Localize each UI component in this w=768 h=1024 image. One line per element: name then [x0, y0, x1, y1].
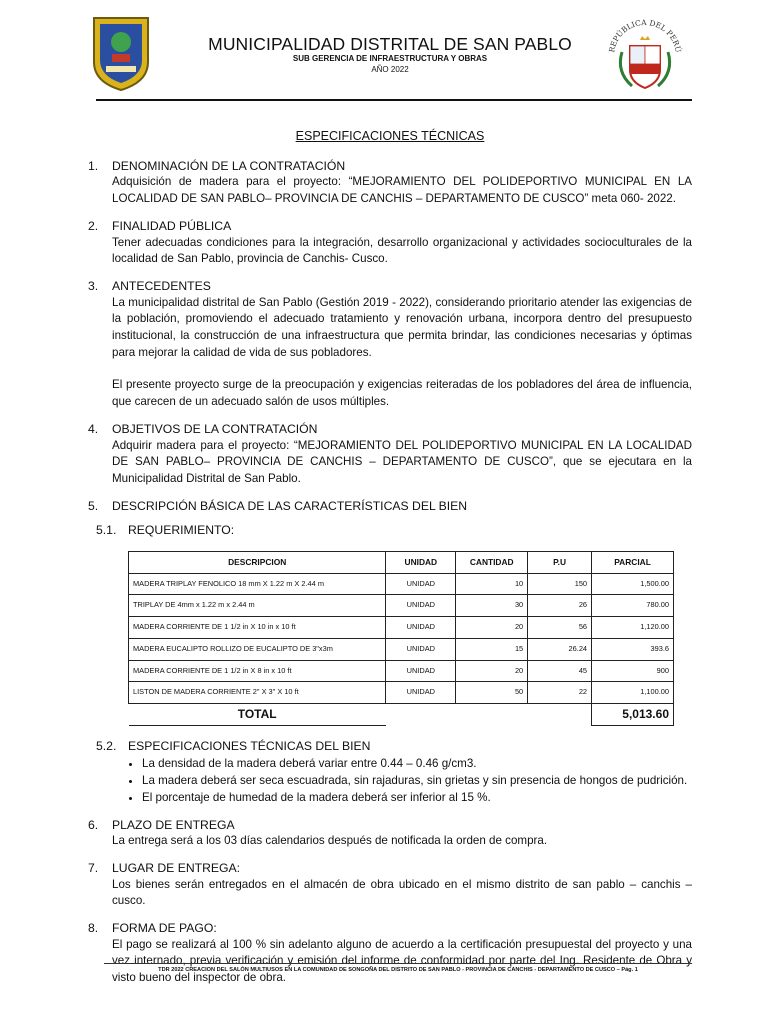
cell-description: MADERA TRIPLAY FENOLICO 18 mm X 1.22 m X 2.44 m	[129, 573, 386, 595]
table-row	[129, 638, 674, 660]
subsection-title: ESPECIFICACIONES TÉCNICAS DEL BIEN	[128, 738, 371, 753]
section-5	[88, 498, 692, 807]
cell-description: MADERA CORRIENTE DE 1 1/2 in X 8 in x 10 ft	[129, 660, 386, 682]
table-header-row	[129, 552, 674, 574]
cell-quantity: 20	[456, 660, 528, 682]
section-title: ANTECEDENTES	[112, 278, 211, 293]
section-1	[88, 158, 692, 208]
requirements-table	[128, 551, 674, 726]
cell-description: TRIPLAY DE 4mm x 1.22 m x 2.44 m	[129, 595, 386, 617]
department-subtitle: SUB GERENCIA DE INFRAESTRUCTURA Y OBRAS	[292, 54, 488, 63]
svg-text:REPÚBLICA DEL PERÚ: REPÚBLICA DEL PERÚ	[607, 17, 683, 54]
cell-quantity: 15	[456, 638, 528, 660]
section-heading	[88, 860, 692, 877]
section-8	[88, 920, 692, 987]
paragraph: La entrega será a los 03 días calendarios después de notificada la orden de compra.	[112, 834, 548, 848]
section-text	[112, 877, 692, 910]
year-label: AÑO 2022	[371, 65, 409, 74]
cell-quantity: 30	[456, 595, 528, 617]
section-7	[88, 860, 692, 910]
total-label: TOTAL	[129, 703, 386, 725]
section-number: 8.	[88, 921, 99, 936]
subsection-heading	[96, 522, 692, 539]
table-row	[129, 617, 674, 639]
cell-unit: UNIDAD	[386, 660, 456, 682]
section-4	[88, 421, 692, 488]
section-heading	[88, 817, 692, 834]
section-title: FORMA DE PAGO:	[112, 921, 217, 936]
letterhead	[0, 0, 768, 100]
municipality-title: MUNICIPALIDAD DISTRITAL DE SAN PABLO	[208, 34, 572, 54]
list-item: • La madera deberá ser seca escuadrada, sin rajaduras, sin grietas y sin presencia de hongos de pudrición.	[142, 773, 692, 790]
cell-unit-price: 150	[528, 573, 592, 595]
paragraph: El pago se realizará al 100 % sin adelanto alguno de acuerdo a la certificación presupuestal del proyecto y una vez internado, previa verificación y emisión del informe de conformidad por parte del Ing. Residente de Obra y visto bueno del inspector de obra.	[112, 937, 692, 985]
section-number: 7.	[88, 860, 99, 875]
section-6	[88, 817, 692, 850]
subsection-heading	[96, 738, 692, 755]
section-heading	[88, 278, 692, 295]
cell-unit: UNIDAD	[386, 573, 456, 595]
paragraph: Tener adecuadas condiciones para la integración, desarrollo organizacional y actividades socioculturales de la localidad de San Pablo, provincia de Canchis- Cusco.	[112, 235, 692, 266]
column-header: PARCIAL	[592, 552, 674, 574]
paragraph: Los bienes serán entregados en el almacén de obra ubicado en el mismo distrito de san pablo – canchis – cusco.	[112, 877, 692, 908]
table-row	[129, 660, 674, 682]
cell-unit-price: 22	[528, 682, 592, 704]
subsection-number: 5.1.	[96, 523, 117, 538]
cell-unit: UNIDAD	[386, 617, 456, 639]
cell-partial: 1,120.00	[592, 617, 674, 639]
cell-unit-price: 45	[528, 660, 592, 682]
section-number: 6.	[88, 817, 99, 832]
list-item: • El porcentaje de humedad de la madera deberá ser inferior al 15 %.	[142, 790, 692, 807]
table-row	[129, 573, 674, 595]
section-title: OBJETIVOS DE LA CONTRATACIÓN	[112, 421, 318, 436]
section-title: FINALIDAD PÚBLICA	[112, 218, 232, 233]
column-header: CANTIDAD	[456, 552, 528, 574]
section-2	[88, 218, 692, 268]
section-text	[112, 833, 692, 850]
column-header: P.U	[528, 552, 592, 574]
column-header: UNIDAD	[386, 552, 456, 574]
cell-description: MADERA EUCALIPTO ROLLIZO DE EUCALIPTO DE 3"x3m	[129, 638, 386, 660]
section-text	[112, 174, 692, 207]
paragraph: El presente proyecto surge de la preocupación y exigencias reiteradas de los pobladores del área de influencia, que carecen de un adecuado salón de usos múltiples.	[112, 378, 692, 409]
cell-partial: 1,500.00	[592, 573, 674, 595]
cell-partial: 780.00	[592, 595, 674, 617]
document-title: ESPECIFICACIONES TÉCNICAS	[295, 129, 485, 143]
section-3	[88, 278, 692, 411]
table-row	[129, 682, 674, 704]
cell-description: MADERA CORRIENTE DE 1 1/2 in X 10 in x 10 ft	[129, 617, 386, 639]
document-body	[88, 128, 692, 997]
section-title: LUGAR DE ENTREGA:	[112, 860, 240, 875]
page-footer: TDR 2022 CREACION DEL SALÓN MULTIUSOS EN LA COMUNIDAD DE SONGOÑA DEL DISTRITO DE SAN PABLO - PROVINCIA DE CANCHIS - DEPARTAMENTO DE CUSCO – Pág. 1	[158, 967, 638, 973]
section-title: DENOMINACIÓN DE LA CONTRATACIÓN	[112, 158, 346, 173]
section-title: PLAZO DE ENTREGA	[112, 817, 235, 832]
section-heading	[88, 158, 692, 175]
cell-unit: UNIDAD	[386, 595, 456, 617]
municipal-crest-logo	[88, 14, 154, 92]
section-number: 4.	[88, 421, 99, 436]
cell-quantity: 20	[456, 617, 528, 639]
section-number: 5.	[88, 498, 99, 513]
total-value: 5,013.60	[592, 703, 674, 725]
cell-quantity: 10	[456, 573, 528, 595]
section-number: 2.	[88, 218, 99, 233]
paragraph: La municipalidad distrital de San Pablo (Gestión 2019 - 2022), considerando prioritario atender las exigencias de la población, promoviendo el adecuado tratamiento y renovación urbana, incorpora dentro del presupuesto institucional, la construcción de una infraestructura que permita brindar, las condiciones necesarias y óptimas para mejorar la calidad de vida de sus pobladores.	[112, 295, 692, 359]
section-heading	[88, 498, 692, 515]
section-heading	[88, 920, 692, 937]
section-title: DESCRIPCIÓN BÁSICA DE LAS CARACTERÍSTICAS DEL BIEN	[112, 498, 468, 513]
cell-unit-price: 56	[528, 617, 592, 639]
section-text	[112, 235, 692, 268]
peru-coat-of-arms-seal	[602, 12, 688, 98]
section-heading	[88, 421, 692, 438]
cell-unit-price: 26	[528, 595, 592, 617]
header-rule	[96, 99, 692, 101]
table-row	[129, 595, 674, 617]
cell-quantity: 50	[456, 682, 528, 704]
section-number: 3.	[88, 278, 99, 293]
cell-unit-price: 26.24	[528, 638, 592, 660]
column-header: DESCRIPCION	[129, 552, 386, 574]
table-total-row	[129, 703, 674, 725]
section-heading	[88, 218, 692, 235]
cell-partial: 900	[592, 660, 674, 682]
cell-unit: UNIDAD	[386, 682, 456, 704]
cell-description: LISTON DE MADERA CORRIENTE 2" X 3" X 10 ft	[129, 682, 386, 704]
section-text	[112, 438, 692, 488]
specifications-list	[120, 756, 692, 806]
cell-unit: UNIDAD	[386, 638, 456, 660]
cell-partial: 393.6	[592, 638, 674, 660]
section-number: 1.	[88, 158, 99, 173]
subsection-title: REQUERIMIENTO:	[128, 523, 235, 538]
paragraph: Adquisición de madera para el proyecto: “MEJORAMIENTO DEL POLIDEPORTIVO MUNICIPAL EN LA LOCALIDAD DE SAN PABLO– PROVINCIA DE CANCHIS – DEPARTAMENTO DE CUSCO” meta 060- 2022.	[112, 175, 692, 206]
list-item: • La densidad de la madera deberá variar entre 0.44 – 0.46 g/cm3.	[142, 756, 692, 773]
subsection-number: 5.2.	[96, 738, 117, 753]
cell-partial: 1,100.00	[592, 682, 674, 704]
section-text	[112, 295, 692, 411]
section-text	[112, 937, 692, 987]
footer-rule	[104, 963, 692, 964]
paragraph: Adquirir madera para el proyecto: “MEJORAMIENTO DEL POLIDEPORTIVO MUNICIPAL EN LA LOCALIDAD DE SAN PABLO– PROVINCIA DE CANCHIS – DEPARTAMENTO DE CUSCO”, que se ejecutara en la Municipalidad Distrital de San Pablo.	[112, 438, 692, 485]
